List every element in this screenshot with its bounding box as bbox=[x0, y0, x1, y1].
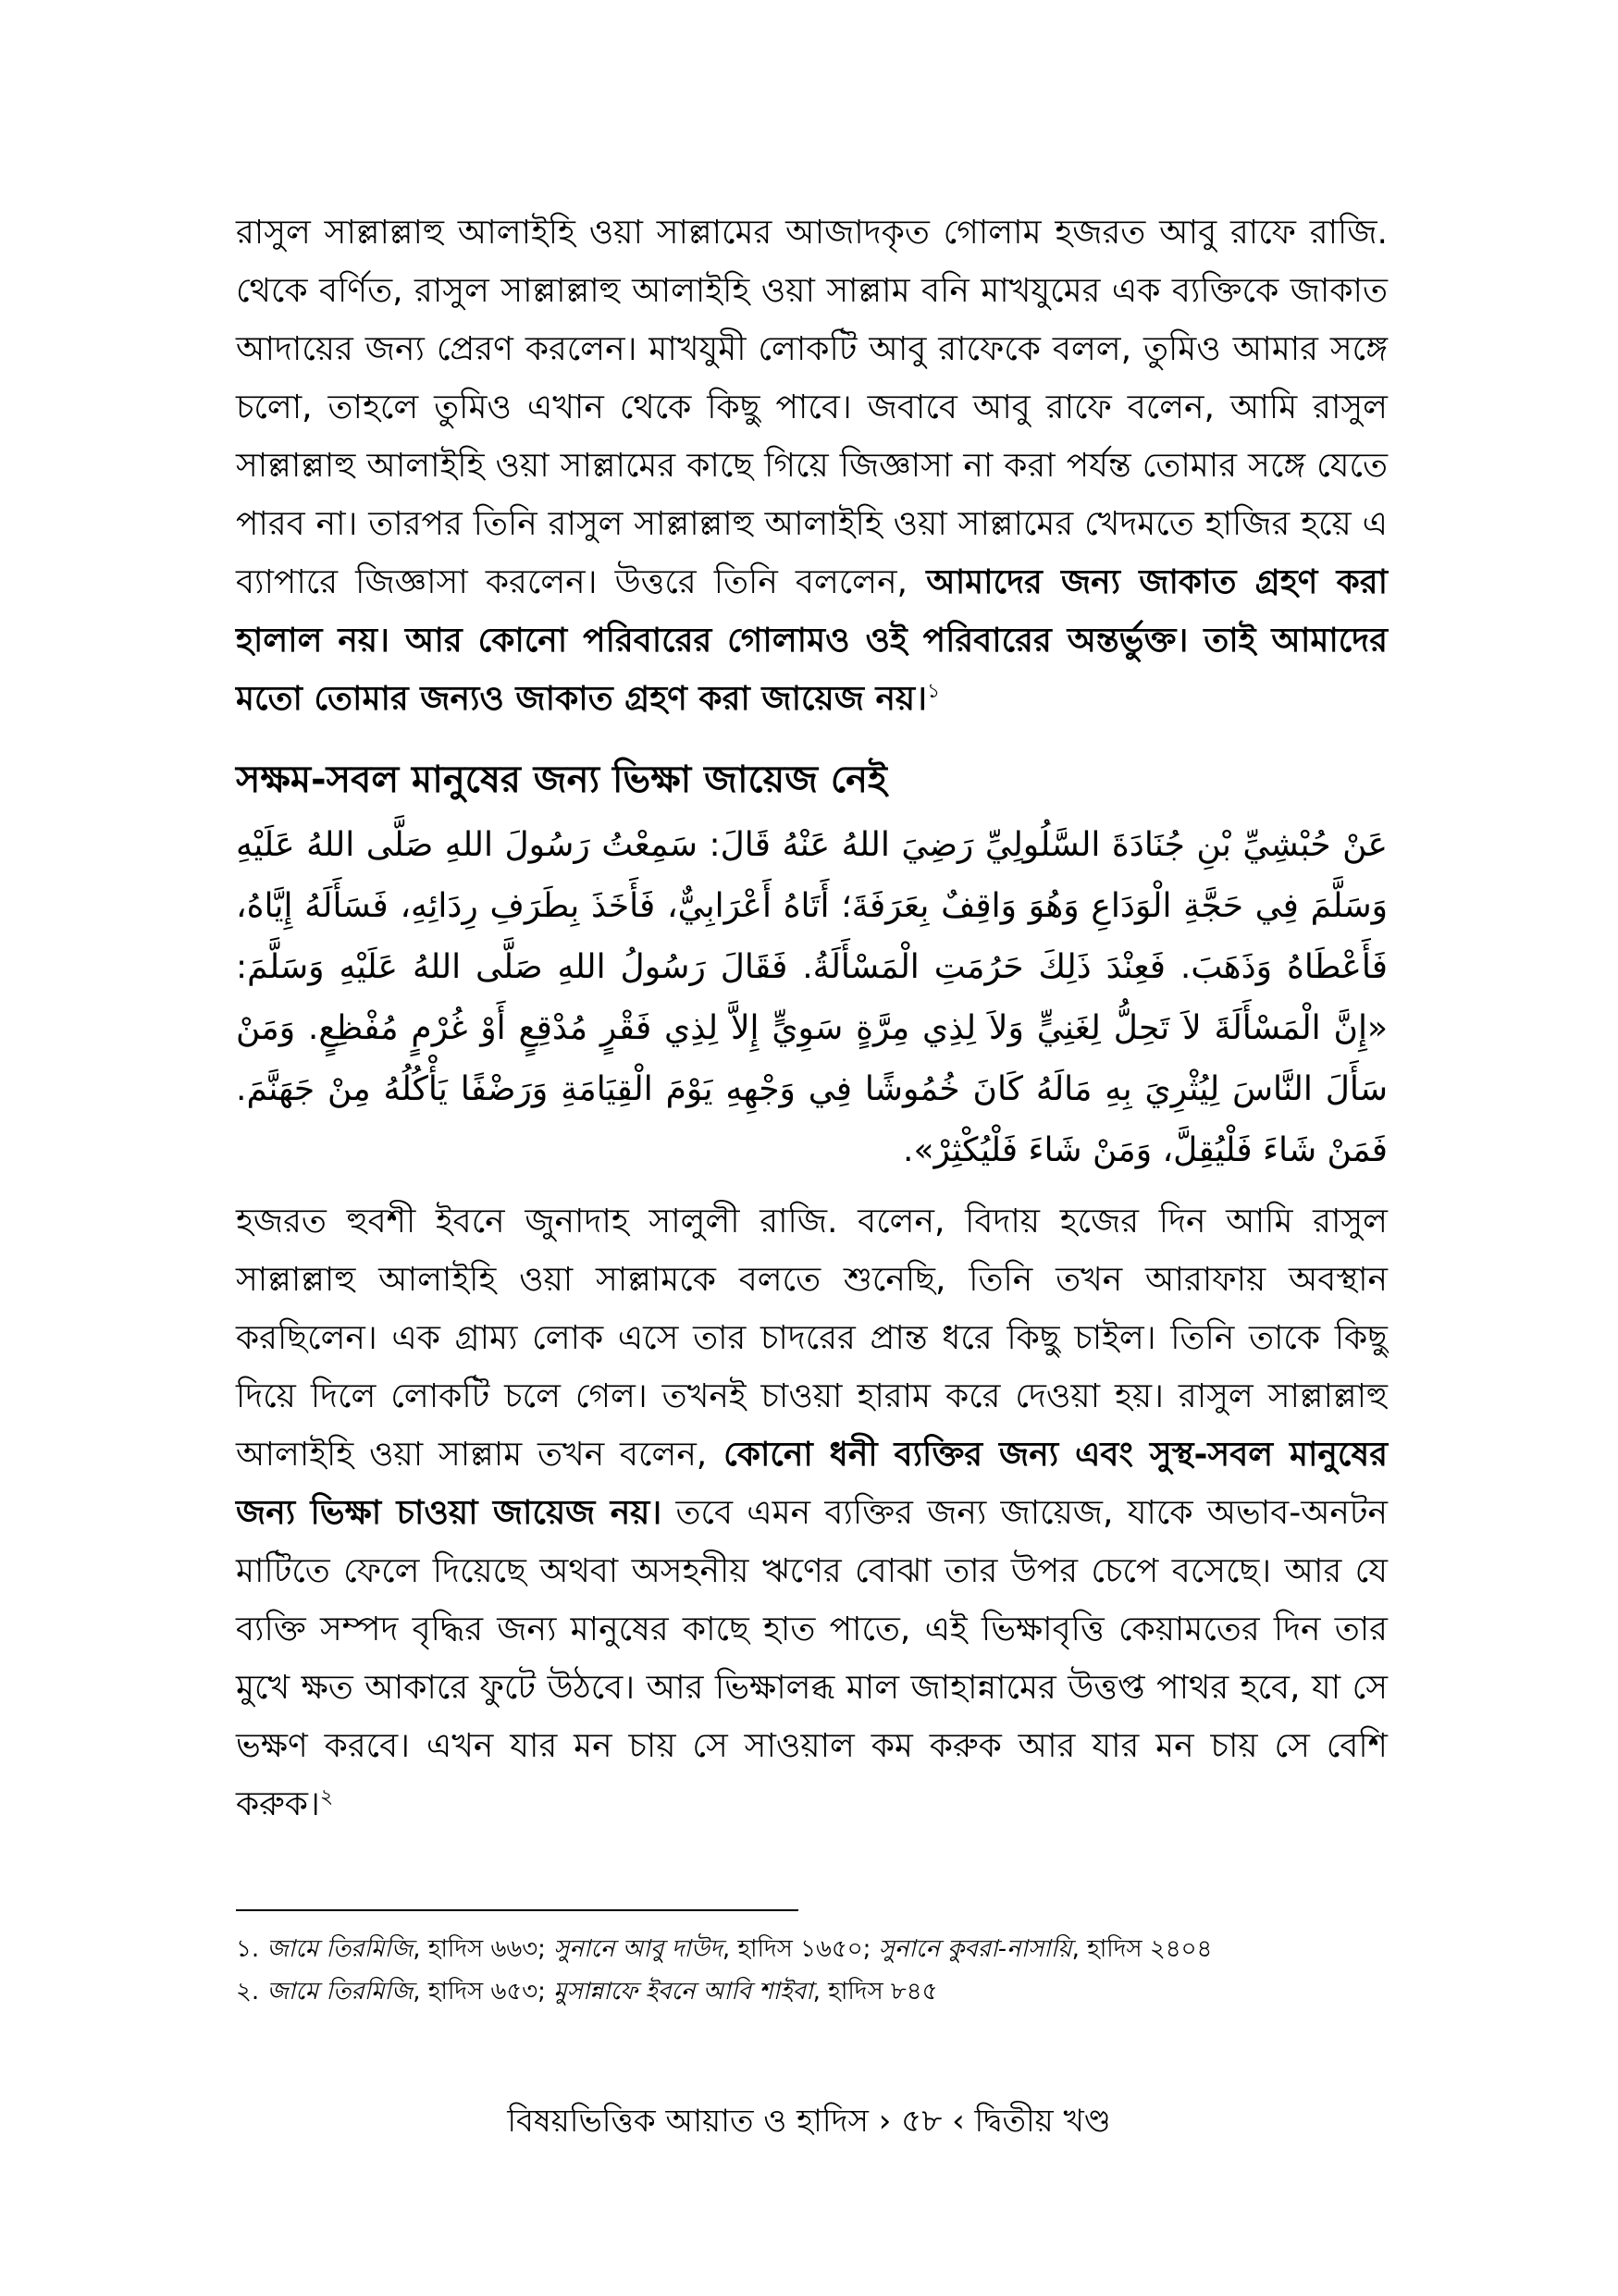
footnote-1 bbox=[236, 1928, 1392, 1970]
footnote-2-source-1: জামে তিরমিজি bbox=[266, 1978, 414, 2006]
footnote-1-ref-1: , হাদিস ৬৬৩; bbox=[413, 1935, 554, 1963]
footer-separator-left: ‹ bbox=[952, 2103, 965, 2140]
paragraph-2-text-a: হজরত হুবশী ইবনে জুনাদাহ সালুলী রাজি. বলেন, বিদায় হজের দিন আমি রাসুল সাল্লাল্লাহু আলাইহি ওয়া সাল্লামকে বলতে শুনেছি, তিনি তখন আরাফায় অবস্থান করছিলেন। এক গ্রাম্য লোক এসে তার চাদরের প্রান্ত ধরে কিছু চাইল। তিনি তাকে কিছু দিয়ে দিলে লোকটি চলে গেল। তখনই চাওয়া হারাম করে দেওয়া হয়। রাসুল সাল্লাল্লাহু আলাইহি ওয়া সাল্লাম তখন বলেন, bbox=[236, 1203, 1388, 1474]
paragraph-1-text: রাসুল সাল্লাল্লাহু আলাইহি ওয়া সাল্লামের আজাদকৃত গোলাম হজরত আবু রাফে রাজি. থেকে বর্ণিত, রাসুল সাল্লাল্লাহু আলাইহি ওয়া সাল্লাম বনি মাখযুমের এক ব্যক্তিকে জাকাত আদায়ের জন্য প্রেরণ করলেন। মাখযুমী লোকটি আবু রাফেকে বলল, তুমিও আমার সঙ্গে চলো, তাহলে তুমিও এখান থেকে কিছু পাবে। জবাবে আবু রাফে বলেন, আমি রাসুল সাল্লাল্লাহু আলাইহি ওয়া সাল্লামের কাছে গিয়ে জিজ্ঞাসা না করা পর্যন্ত তোমার সঙ্গে যেতে পারব না। তারপর তিনি রাসুল সাল্লাল্লাহু আলাইহি ওয়া সাল্লামের খেদমতে হাজির হয়ে এ ব্যাপারে জিজ্ঞাসা করলেন। উত্তরে তিনি বললেন, bbox=[236, 214, 1388, 601]
arabic-hadith-text: عَنْ حُبْشِيِّ بْنِ جُنَادَةَ السَّلُولِيِّ رَضِيَ اللهُ عَنْهُ قَالَ: سَمِعْتُ رَسُولَ اللهِ صَلَّى اللهُ عَلَيْهِ وَسَلَّمَ فِي حَجَّةِ الْوَدَاعِ وَهُوَ وَاقِفٌ بِعَرَفَةَ؛ أَتَاهُ أَعْرَابِيٌّ، فَأَخَذَ بِطَرَفِ رِدَائِهِ، فَسَأَلَهُ إِيَّاهُ، فَأَعْطَاهُ وَذَهَبَ. فَعِنْدَ ذَلِكَ حَرُمَتِ الْمَسْأَلَةُ. فَقَالَ رَسُولُ اللهِ صَلَّى اللهُ عَلَيْهِ وَسَلَّمَ: «إِنَّ الْمَسْأَلَةَ لاَ تَحِلُّ لِغَنِيٍّ وَلاَ لِذِي مِرَّةٍ سَوِيٍّ إِلاَّ لِذِي فَقْرٍ مُدْقِعٍ أَوْ غُرْمٍ مُفْظِعٍ. وَمَنْ سَأَلَ النَّاسَ لِيُثْرِيَ بِهِ مَالَهُ كَانَ خُمُوشًا فِي وَجْهِهِ يَوْمَ الْقِيَامَةِ وَرَضْفًا يَأْكُلُهُ مِنْ جَهَنَّمَ. فَمَنْ شَاءَ فَلْيُقِلَّ، وَمَنْ شَاءَ فَلْيُكْثِرْ». bbox=[236, 826, 1388, 1169]
section-heading: সক্ষম-সবল মানুষের জন্য ভিক্ষা জায়েজ নেই bbox=[236, 759, 887, 801]
footnote-2-ref-1: , হাদিস ৬৫৩; bbox=[413, 1978, 554, 2006]
page-number: ৫৮ bbox=[901, 2103, 943, 2140]
footnote-1-source-2: সুনানে আবু দাউদ bbox=[553, 1935, 723, 1963]
footnote-1-number: ১. bbox=[236, 1935, 267, 1963]
footnote-divider bbox=[236, 1909, 798, 1911]
paragraph-1 bbox=[236, 204, 1388, 728]
paragraph-2 bbox=[236, 1192, 1388, 1833]
main-content bbox=[236, 204, 1388, 1833]
footnote-2 bbox=[236, 1970, 1392, 2013]
footnote-1-source-3: সুনানে কুবরা-নাসায়ি bbox=[878, 1935, 1072, 1963]
footnote-2-ref-2: , হাদিস ৮৪৫ bbox=[812, 1978, 938, 2006]
volume-label: দ্বিতীয় খণ্ড bbox=[974, 2103, 1111, 2140]
paragraph-1-bold-text: আমাদের জন্য জাকাত গ্রহণ করা হালাল নয়। আর কোনো পরিবারের গোলামও ওই পরিবারের অন্তর্ভুক্ত। তাই আমাদের মতো তোমার জন্যও জাকাত গ্রহণ করা জায়েজ নয়। bbox=[236, 563, 1389, 718]
footer-separator-right: › bbox=[878, 2103, 892, 2140]
footnote-ref-2[interactable]: ২ bbox=[319, 1785, 334, 1808]
footnote-2-source-2: মুসান্নাফে ইবনে আবি শাইবা bbox=[553, 1978, 813, 2006]
footnote-1-source-1: জামে তিরমিজি bbox=[266, 1935, 414, 1963]
paragraph-2-text-b: তবে এমন ব্যক্তির জন্য জায়েজ, যাকে অভাব-অনটন মাটিতে ফেলে দিয়েছে অথবা অসহনীয় ঋণের বোঝা তার উপর চেপে বসেছে। আর যে ব্যক্তি সম্পদ বৃদ্ধির জন্য মানুষের কাছে হাত পাতে, এই ভিক্ষাবৃত্তি কেয়ামতের দিন তার মুখে ক্ষত আকারে ফুটে উঠবে। আর ভিক্ষালব্ধ মাল জাহান্নামের উত্তপ্ত পাথর হবে, যা সে ভক্ষণ করবে। এখন যার মন চায় সে সাওয়াল কম করুক আর যার মন চায় সে বেশি করুক। bbox=[236, 1494, 1388, 1823]
footnote-1-ref-2: , হাদিস ১৬৫০; bbox=[722, 1935, 879, 1963]
page-footer bbox=[0, 2098, 1618, 2144]
footnote-1-ref-3: , হাদিস ২৪০৪ bbox=[1071, 1935, 1213, 1963]
book-title: বিষয়ভিত্তিক আয়াত ও হাদিস bbox=[507, 2103, 869, 2140]
footnote-ref-1[interactable]: ১ bbox=[927, 680, 941, 703]
footnotes bbox=[236, 1928, 1392, 2013]
paragraph-2-bold-text: কোনো ধনী ব্যক্তির জন্য এবং সুস্থ-সবল মানুষের জন্য ভিক্ষা চাওয়া জায়েজ নয়। bbox=[236, 1436, 1388, 1532]
footnote-2-number: ২. bbox=[236, 1978, 267, 2006]
